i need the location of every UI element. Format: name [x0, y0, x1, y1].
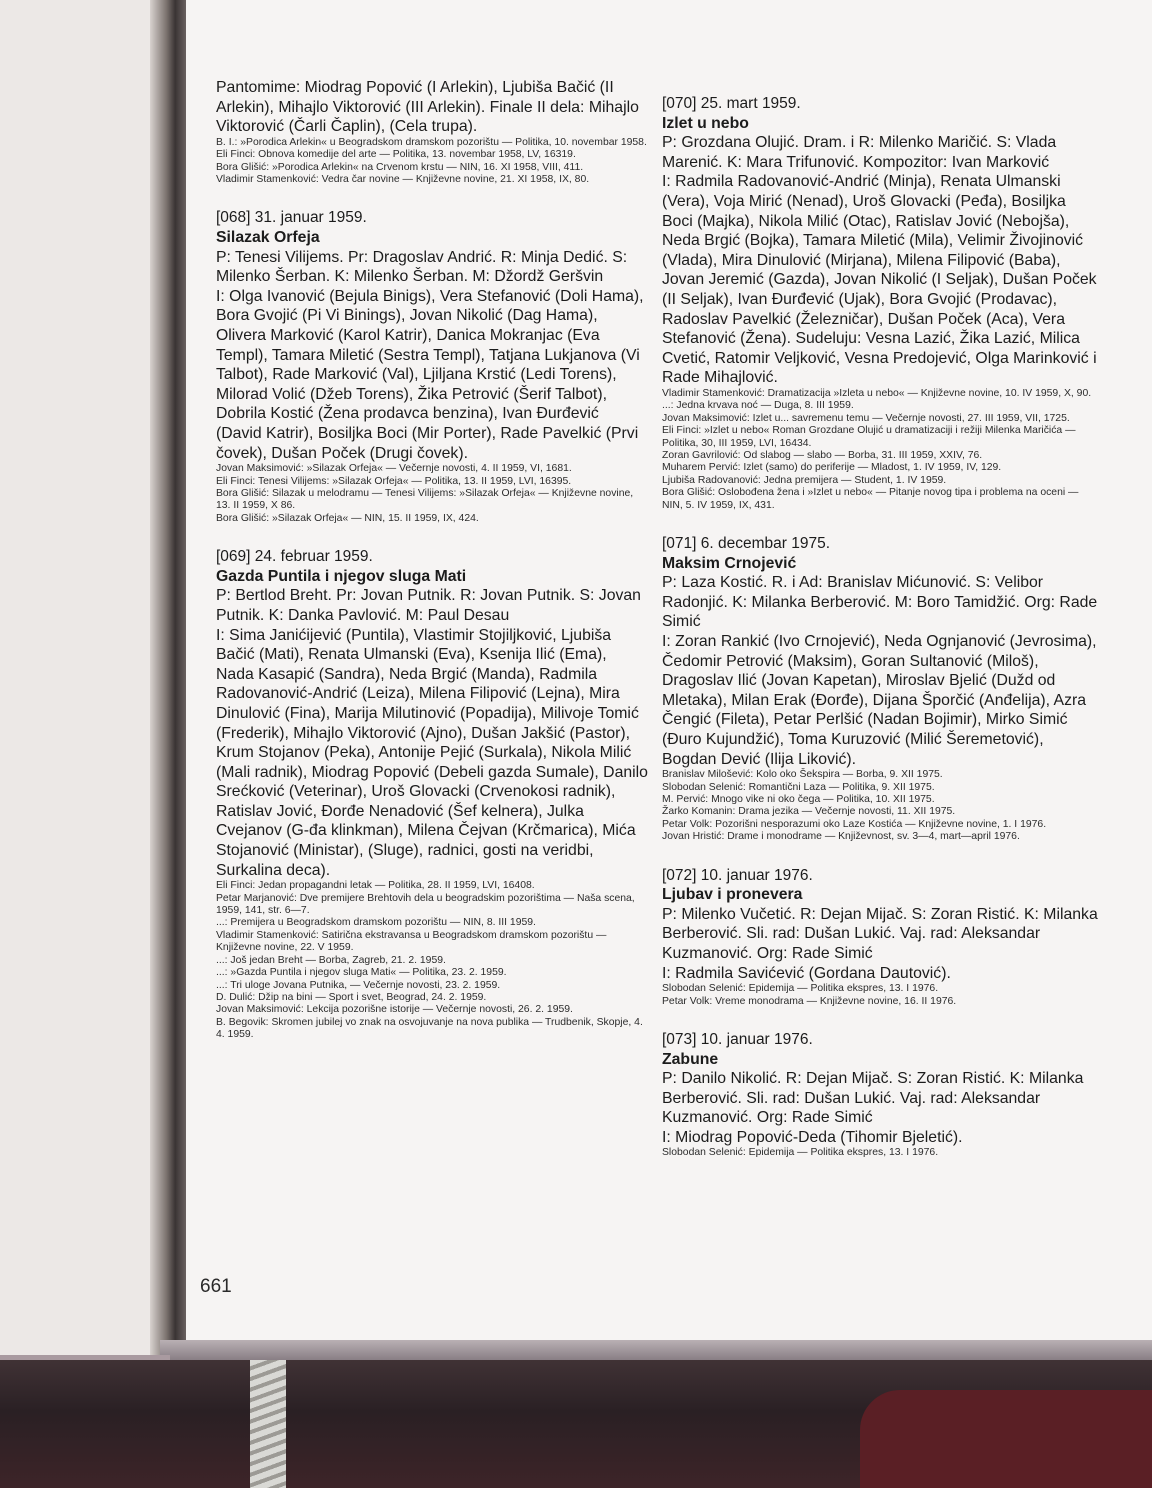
catalog-entry: [662, 844, 1098, 1008]
entry-cast: I: Zoran Rankić (Ivo Crnojević), Neda Ognjanović (Jevrosima), Čedomir Petrović (Maksim), Goran Sultanović (Miloš), Dragoslav Ilić (Jovan Kapetan), Miroslav Bjelić (Dužd od Mletaka), Milan Erak (Đorđe), Dijana Šporčić (Anđelija), Azra Čengić (Fileta), Petar Perlšić (Nadan Bojimir), Mirko Simić (Đuro Kujundžić), Toma Kuruzović (Milić Šeremetović), Bogdan Dević (Ilija Liković).: [662, 632, 1097, 768]
reference-line: Eli Finci: Jedan propagandni letak — Politika, 28. II 1959, LVI, 16408.: [216, 880, 535, 892]
entry-cast: I: Radmila Savićević (Gordana Dautović).: [662, 964, 951, 982]
reference-line: M. Pervić: Mnogo vike ni oko čega — Politika, 10. XII 1975.: [662, 793, 935, 805]
reference-line: Eli Finci: »Izlet u nebo« Roman Grozdane Olujić u dramatizaciji i režiji Milenka Maričića — Politika, 30, III 1959, LVI, 16434.: [662, 425, 1076, 449]
fabric-background: [860, 1390, 1152, 1488]
entry-cast: I: Radmila Radovanović-Andrić (Minja), Renata Ulmanski (Vera), Voja Mirić (Nenad), Uroš Glovacki (Peđa), Bosiljka Boci (Majka), Nikola Milić (Otac), Ratislav Jović (Nebojša), Neda Brgić (Bojka), Tamara Miletić (Mila), Velimir Živojinović (Vlada), Mira Dinulović (Mirjana), Milena Filipović (Baba), Jovan Jeremić (Gazda), Jovan Nikolić (I Seljak), Dušan Poček (II Seljak), Ivan Đurđević (Ujak), Bora Gvojić (Prodavac), Radoslav Pavelkić (Železničar), Dušan Poček (Aca), Vera Stefanović (Žena). Sudeluju: Vesna Lazić, Žika Lazić, Milica Cvetić, Ratomir Veljković, Vesna Predojević, Olga Marinković i Rade Mihajlović.: [662, 173, 1097, 387]
entry-references: [662, 983, 1098, 1008]
book-gutter: [150, 0, 186, 1360]
entry-cast: I: Miodrag Popović-Deda (Tihomir Bjeletić).: [662, 1128, 963, 1146]
reference-line: ...: Tri uloge Jovana Putnika, — Večernje novosti, 23. 2. 1959.: [216, 979, 501, 991]
reference-line: Slobodan Selenić: Romantični Laza — Politika, 9. XII 1975.: [662, 781, 935, 793]
entry-cast: I: Sima Janićijević (Puntila), Vlastimir Stojiljković, Ljubiša Bačić (Mati), Renata Ulmanski (Eva), Ksenija Ilić (Ema), Nada Kasapić (Sandra), Neda Brgić (Manda), Radmila Radovanović-Andrić (Leiza), Milena Filipović (Lejna), Mira Dinulović (Fina), Marija Milutinović (Popadija), Milivoje Tomić (Frederik), Mihajlo Viktorović (Ajno), Dušan Jakšić (Pastor), Krum Stojanov (Peka), Antonije Pejić (Surkala), Nikola Milić (Mali radnik), Miodrag Popović (Debeli gazda Sumale), Danilo Srećković (Veterinar), Uroš Glovacki (Crvenokosi radnik), Ratislav Jović, Đorđe Nenadović (Šef kelnera), Julka Cvejanov (G-đa klinkman), Milena Čejvan (Krčmarica), Mića Stojanović (Ministar), (Sluge), radnici, gosti na veridbi, Surkalina deca).: [216, 626, 648, 879]
catalog-entry: [662, 512, 1098, 844]
right-column: [662, 94, 1098, 1160]
entry-date: [072] 10. januar 1976.: [662, 866, 813, 884]
reference-line: Ljubiša Radovanović: Jedna premijera — Student, 1. IV 1959.: [662, 474, 947, 486]
catalog-entry: [216, 525, 648, 1041]
entry-credits: P: Bertlod Breht. Pr: Jovan Putnik. R: Jovan Putnik. S: Jovan Putnik. K: Danka Pavlović. M: Paul Desau: [216, 587, 641, 624]
reference-line: Bora Glišić: »Silazak Orfeja« — NIN, 15. II 1959, IX, 424.: [216, 512, 479, 524]
reference-line: Vladimir Stamenković: Dramatizacija »Izleta u nebo« — Književne novine, 10. IV 1959, X, 90.: [662, 387, 1092, 399]
entry-title: Zabune: [662, 1050, 719, 1068]
entry-date: [073] 10. januar 1976.: [662, 1030, 813, 1048]
entry-title: Ljubav i pronevera: [662, 886, 803, 904]
entry-references: [662, 769, 1098, 843]
entry-title: Izlet u nebo: [662, 114, 749, 132]
reference-line: Bora Glišić: Silazak u melodramu — Tenesi Vilijems: »Silazak Orfeja« — Književne novine, 13. II 1959, X 86.: [216, 487, 634, 512]
reference-line: Bora Glišić: Oslobođena žena i »Izlet u nebo« — Pitanje novog tipa i problema na oceni — NIN, 5. IV 1959, IX, 431.: [662, 487, 1079, 511]
entry-credits: P: Laza Kostić. R. i Ad: Branislav Mićunović. S: Velibor Radonjić. K: Milanka Berberović. M: Boro Tamidžić. Org: Rade Simić: [662, 574, 1098, 631]
reference-line: D. Dulić: Džip na bini — Sport i svet, Beograd, 24. 2. 1959.: [216, 991, 487, 1003]
entry-date: [069] 24. februar 1959.: [216, 548, 373, 566]
reference-line: ...: »Gazda Puntila i njegov sluga Mati« — Politika, 23. 2. 1959.: [216, 967, 507, 979]
reference-line: Petar Volk: Pozorišni nesporazumi oko Laze Kostića — Književne novine, 1. I 1976.: [662, 818, 1047, 830]
reference-line: Vladimir Stamenković: Satirična ekstravansa u Beogradskom dramskom pozorištu — Književne novine, 22. V 1959.: [216, 929, 607, 954]
reference-line: Vladimir Stamenković: Vedra čar novine — Književne novine, 21. XI 1958, IX, 80.: [216, 174, 590, 185]
right-entries: [662, 94, 1098, 1160]
reference-line: Slobodan Selenić: Epidemija — Politika ekspres, 13. I 1976.: [662, 983, 939, 995]
reference-line: Eli Finci: Obnova komedije del arte — Politika, 13. novembar 1958, LV, 16319.: [216, 149, 576, 161]
middle-entries: [216, 186, 648, 1041]
reference-line: Jovan Maksimović: Izlet u... savremenu temu — Večernje novosti, 27. III 1959, VII, 1725.: [662, 412, 1070, 424]
reference-line: ...: Premijera u Beogradskom dramskom pozorištu — NIN, 8. III 1959.: [216, 917, 536, 929]
entry-date: [071] 6. decembar 1975.: [662, 534, 831, 552]
intro-text: Pantomime: Miodrag Popović (I Arlekin), Ljubiša Bačić (II Arlekin), Mihajlo Viktorović (III Arlekin). Finale II dela: Mihajlo Viktorović (Čarli Čaplin), (Cela trupa).: [216, 79, 639, 136]
reference-line: Branislav Milošević: Kolo oko Šekspira — Borba, 9. XII 1975.: [662, 769, 943, 781]
reference-line: Petar Marjanović: Dve premijere Brehtovih dela u beogradskim pozorištima — Naša scena, 1959, 141, str. 6—7.: [216, 892, 635, 917]
middle-column: [216, 78, 648, 1042]
entry-credits: P: Danilo Nikolić. R: Dejan Mijač. S: Zoran Ristić. K: Milanka Berberović. Sli. rad: Dušan Lukić. Vaj. rad: Aleksandar Kuzmanović. Org: Rade Simić: [662, 1070, 1084, 1127]
reference-line: ...: Još jedan Breht — Borba, Zagreb, 21. 2. 1959.: [216, 954, 446, 966]
page-number: 661: [200, 1276, 232, 1297]
entry-title: Maksim Crnojević: [662, 554, 797, 572]
entry-spacer: [216, 186, 648, 208]
reference-line: Muharem Pervić: Izlet (samo) do periferije — Mladost, 1. IV 1959, IV, 129.: [662, 462, 1002, 474]
entry-references: [216, 880, 648, 1041]
reference-line: B. I.: »Porodica Arlekin« u Beogradskom dramskom pozorištu — Politika, 10. novembar 1958.: [216, 136, 647, 148]
reference-line: Bora Glišić: »Porodica Arlekin« na Crvenom krstu — NIN, 16. XI 1958, VIII, 411.: [216, 161, 584, 173]
entry-references: [662, 1147, 1098, 1159]
entry-references: [662, 388, 1098, 512]
entry-credits: P: Milenko Vučetić. R: Dejan Mijač. S: Zoran Ristić. K: Milanka Berberović. Sli. rad: Dušan Lukić. Vaj. rad: Aleksandar Kuzmanović. Org: Rade Simić: [662, 905, 1098, 962]
reference-line: Jovan Hristić: Drame i monodrame — Književnost, sv. 3—4, mart—april 1976.: [662, 831, 1020, 843]
left-page: [0, 0, 160, 1360]
reference-line: Žarko Komanin: Drama jezika — Večernje novosti, 11. XII 1975.: [662, 806, 956, 818]
reference-line: B. Begovik: Skromen jubilej vo znak na osvojuvanje na nova publika — Trudbenik, Skopje, 4. 4. 1959.: [216, 1016, 643, 1041]
catalog-entry: [662, 1008, 1098, 1160]
reference-line: Slobodan Selenić: Epidemija — Politika ekspres, 13. I 1976.: [662, 1147, 939, 1159]
entry-spacer: [662, 1008, 1098, 1030]
reference-line: Zoran Gavrilović: Od slabog — slabo — Borba, 31. III 1959, XXIV, 76.: [662, 449, 983, 461]
reference-line: Petar Volk: Vreme monodrama — Književne novine, 16. II 1976.: [662, 995, 957, 1007]
entry-spacer: [662, 844, 1098, 866]
entry-spacer: [216, 525, 648, 547]
entry-title: Silazak Orfeja: [216, 229, 320, 246]
entry-spacer: [662, 512, 1098, 534]
entry-credits: P: Tenesi Vilijems. Pr: Dragoslav Andrić. R: Minja Dedić. S: Milenko Šerban. K: Milenko Šerban. M: Džordž Geršvin: [216, 248, 628, 286]
reference-line: Jovan Maksimović: »Silazak Orfeja« — Večernje novosti, 4. II 1959, VI, 1681.: [216, 463, 572, 475]
catalog-entry: [216, 186, 648, 525]
intro-references: [216, 137, 648, 187]
entry-date: [068] 31. januar 1959.: [216, 209, 367, 227]
entry-title: Gazda Puntila i njegov sluga Mati: [216, 567, 467, 585]
entry-credits: P: Grozdana Olujić. Dram. i R: Milenko Maričić. S: Vlada Marenić. K: Mara Trifunović. Kompozitor: Ivan Marković: [662, 134, 1057, 171]
entry-date: [070] 25. mart 1959.: [662, 95, 801, 112]
entry-cast: I: Olga Ivanović (Bejula Binigs), Vera Stefanović (Doli Hama), Bora Gvojić (Pi Vi Binings), Jovan Nikolić (Dag Hama), Olivera Marković (Karol Katrir), Danica Mokranjac (Eva Templ), Tamara Miletić (Sestra Templ), Tatjana Lukjanova (Vi Talbot), Rade Marković (Val), Ljiljana Krstić (Ledi Torens), Milorad Volić (Džeb Torens), Žika Petrović (Šerif Talbot), Dobrila Kostić (Žena prodavca benzina), Ivan Đurđević (David Katrir), Bosiljka Boci (Mir Porter), Rade Pavelkić (Prvi čovek), Dušan Poček (Drugi čovek).: [216, 287, 644, 462]
entry-references: [216, 463, 648, 525]
reference-line: Jovan Maksimović: Lekcija pozorišne istorije — Večernje novosti, 26. 2. 1959.: [216, 1004, 573, 1016]
intro-entry: [216, 78, 648, 186]
catalog-entry: [662, 94, 1098, 512]
bookmark-ribbon: [250, 1360, 286, 1488]
reference-line: Eli Finci: Tenesi Vilijems: »Silazak Orfeja« — Politika, 13. II 1959, LVI, 16395.: [216, 475, 572, 487]
reference-line: ...: Jedna krvava noć — Duga, 8. III 1959.: [662, 400, 854, 412]
